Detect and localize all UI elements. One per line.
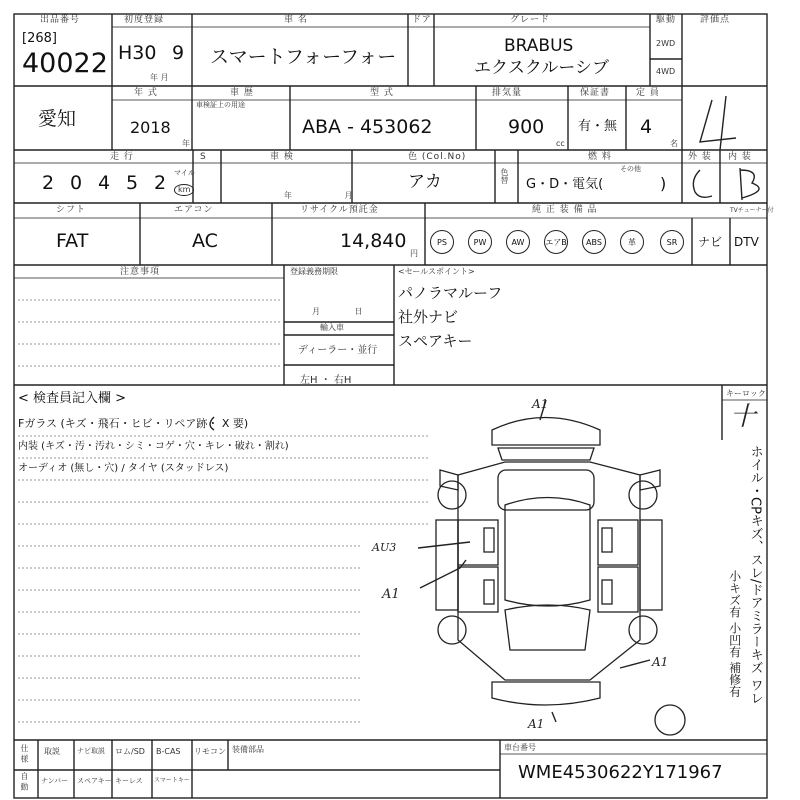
- grade-label: グレード: [510, 15, 551, 25]
- type-label: 型 式: [370, 88, 394, 98]
- seats-label: 定 員: [636, 88, 660, 98]
- mileage-digit-2: 0: [70, 172, 83, 194]
- mark-left-lower: A1: [382, 587, 400, 602]
- grade-line1: BRABUS: [504, 36, 574, 56]
- aircon-label: エアコン: [174, 205, 214, 215]
- inspector-line-1: Fガラス (キズ・飛石・ヒビ・リペア跡・ X 要): [18, 417, 249, 430]
- car-name: スマートフォーフォー: [210, 46, 397, 68]
- color-change-label: 色替: [500, 168, 509, 184]
- footer-item-keyless: キーレス: [115, 777, 143, 785]
- mileage-digit-4: 5: [126, 172, 139, 194]
- fuel-prefix-label: S: [200, 152, 207, 162]
- mark-right: A1: [652, 655, 669, 669]
- type-value: ABA - 453062: [302, 116, 433, 138]
- equipment-abs: ABS: [582, 230, 606, 254]
- equipment-label: 純 正 装 備 品: [532, 205, 598, 215]
- mile-unit: マイル: [174, 169, 195, 177]
- displacement-label: 排気量: [492, 88, 523, 98]
- vertical-note-1: ホイル・CPキズ、スレ/ドアミラーキズ ワレ: [747, 445, 763, 705]
- chassis-label: 車台番号: [504, 743, 536, 752]
- keylock-value: 十: [730, 402, 757, 432]
- warranty-label: 保証書: [580, 88, 611, 98]
- region: 愛知: [38, 108, 77, 130]
- recycle-fee: 14,840: [340, 230, 407, 252]
- footer-item-number: ナンバー: [41, 777, 69, 785]
- mileage-digit-3: 4: [98, 172, 111, 194]
- first-reg-month: 9: [172, 42, 185, 64]
- keylock-label: キーロック: [726, 389, 766, 398]
- aircon: AC: [192, 230, 218, 252]
- fuel-close: ): [660, 174, 667, 193]
- lot-prefix: [268]: [22, 31, 57, 46]
- fuel-options: G・D・電気(: [526, 177, 604, 192]
- caution-label: 注意事項: [120, 267, 161, 277]
- model-year-label: 年 式: [134, 88, 158, 98]
- drive-4wd: 4WD: [656, 67, 676, 76]
- shift-label: シフト: [56, 205, 87, 215]
- import-label: 輸入車: [320, 323, 344, 332]
- sales-point-3: スペアキー: [398, 332, 473, 350]
- mark-left-upper: AU3: [372, 541, 397, 554]
- footer-item-remote: リモコン: [194, 747, 226, 756]
- lot-label: 出品番号: [40, 15, 81, 25]
- footer-item-rom: ロム/SD: [115, 747, 145, 756]
- vertical-note-2: 小キズ有 小凹有 補修有: [727, 570, 742, 698]
- steering: 左H ・ 右H: [300, 375, 352, 386]
- equipment-airbag: エアB: [544, 230, 568, 254]
- door-label: ドア: [412, 15, 432, 25]
- equipment-navi: ナビ: [698, 235, 723, 249]
- exterior-label: 外 装: [688, 152, 712, 162]
- first-reg-unit: 年 月: [150, 73, 169, 82]
- footer-item-navi-manual: ナビ取説: [77, 747, 105, 755]
- color-label: 色 (Col.No): [408, 152, 467, 162]
- seats: 4: [640, 116, 653, 138]
- inspection-units: 年 月: [284, 191, 353, 200]
- car-name-label: 車 名: [284, 15, 308, 25]
- chassis-number: WME4530622Y171967: [518, 762, 723, 783]
- footer-item-smart-key: スマートキー: [154, 777, 190, 784]
- equipment-pw: PW: [468, 230, 492, 254]
- equipment-aw: AW: [506, 230, 530, 254]
- recycle-unit: 円: [410, 249, 418, 258]
- equipment-leather: 革: [620, 230, 644, 254]
- registration-label: 登録義務期限: [290, 267, 338, 276]
- footer-col-label-1: 仕 様: [20, 744, 29, 763]
- inspection-label: 車 検: [270, 152, 294, 162]
- drive-label: 駆動: [656, 15, 677, 25]
- inspector-line-2: 内装 (キズ・汚・汚れ・シミ・コゲ・穴・キレ・破れ・割れ): [18, 441, 289, 452]
- score-label: 評価点: [700, 15, 731, 25]
- mileage-label: 走 行: [110, 152, 134, 162]
- history-label: 車 歴: [230, 88, 254, 98]
- first-reg-era: H30: [118, 42, 157, 64]
- dealer-parallel: ディーラー・並行: [298, 345, 378, 356]
- mileage-digit-5: 2: [154, 172, 167, 194]
- mileage-digit-1: 2: [42, 172, 55, 194]
- history-note: 車検証上の用途: [196, 101, 245, 109]
- registration-units: 月 日: [312, 307, 363, 316]
- interior-label: 内 装: [728, 152, 752, 162]
- footer-item-manual: 取説: [44, 747, 60, 756]
- lot-number: 40022: [22, 48, 108, 79]
- shift: FAT: [56, 230, 89, 252]
- footer-item-parts: 装備部品: [232, 745, 264, 754]
- equipment-dtv: DTV: [734, 235, 759, 249]
- inspector-title: < 検査員記入欄 >: [18, 391, 127, 406]
- tuner-label: TVチューナー付: [730, 207, 774, 214]
- inspector-line-3: オーディオ (無し・穴) / タイヤ (スタッドレス): [18, 463, 229, 474]
- equipment-sr: SR: [660, 230, 684, 254]
- fuel-other-label: その他: [620, 165, 641, 173]
- cc-unit: cc: [556, 139, 565, 148]
- displacement: 900: [508, 116, 545, 138]
- footer-item-spare-key: スペアキー: [77, 777, 112, 785]
- sales-point-2: 社外ナビ: [398, 308, 459, 326]
- fuel-label: 燃 料: [588, 152, 612, 162]
- mark-front: A1: [532, 397, 549, 411]
- year-unit: 年: [182, 139, 190, 148]
- model-year: 2018: [130, 118, 171, 137]
- first-reg-label: 初度登録: [124, 15, 165, 25]
- warranty-options: 有・無: [578, 119, 618, 134]
- equipment-ps: PS: [430, 230, 454, 254]
- grade-line2: エクスクルーシブ: [474, 58, 609, 78]
- sales-points-label: <セールスポイント>: [398, 267, 475, 276]
- mark-rear: A1: [528, 717, 545, 731]
- footer-item-bcas: B-CAS: [156, 747, 181, 756]
- drive-2wd: 2WD: [656, 39, 676, 48]
- sales-point-1: パノラマルーフ: [398, 284, 503, 302]
- recycle-label: リサイクル預託金: [300, 205, 379, 215]
- color-value: アカ: [408, 172, 442, 192]
- car-damage-diagram: [436, 418, 685, 736]
- seats-unit: 名: [670, 139, 678, 148]
- footer-col-label-2: 自 動: [20, 772, 29, 791]
- km-unit: km: [174, 184, 194, 196]
